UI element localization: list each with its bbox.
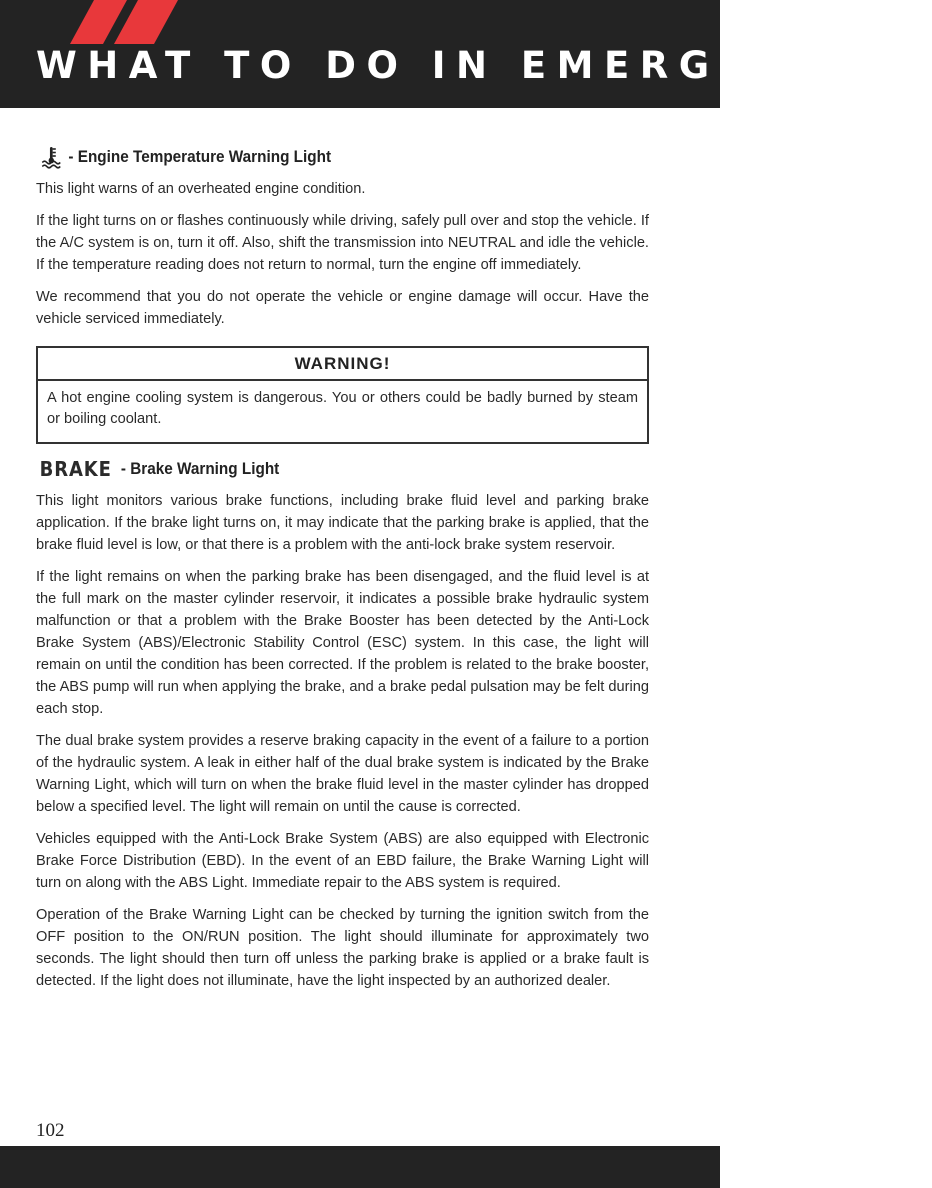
engine-temperature-icon xyxy=(41,146,61,168)
page-content xyxy=(36,140,649,1002)
warning-box xyxy=(36,346,649,444)
brake-paragraph: This light monitors various brake functions, including brake fluid level and parking brake application. If the brake light turns on, it may indicate that the parking brake is applied, that the brake fluid level is low, or that there is a problem with the anti-lock brake system reservoir. xyxy=(36,493,649,553)
brake-icon-text: BRAKE xyxy=(39,457,112,481)
warning-title: WARNING! xyxy=(38,348,647,381)
header-title: WHAT TO DO IN EMERGENCIES xyxy=(36,44,932,87)
page-footer xyxy=(0,1146,720,1188)
brake-paragraph: Vehicles equipped with the Anti-Lock Brake System (ABS) are also equipped with Electronic Brake Force Distribution (EBD). In the event of an EBD failure, the Brake Warning Light will turn on along with the ABS Light. Immediate repair to the ABS system is required. xyxy=(36,831,649,891)
engine-temp-paragraph: This light warns of an overheated engine condition. xyxy=(36,181,366,197)
brake-paragraph: The dual brake system provides a reserve braking capacity in the event of a failure to a portion of the hydraulic system. A leak in either half of the dual brake system is indicated by the Brake Warning Light, which will turn on when the brake fluid level in the master cylinder has dropped below a specified level. The light will remain on until the cause is corrected. xyxy=(36,733,649,815)
brake-paragraph: Operation of the Brake Warning Light can be checked by turning the ignition switch from the OFF position to the ON/RUN position. The light should illuminate for approximately two seconds. The light should then turn off unless the parking brake is applied or a brake fault is detected. If the light does not illuminate, have the light inspected by an authorized dealer. xyxy=(36,907,649,989)
page-header xyxy=(0,0,932,108)
brake-heading xyxy=(36,452,588,486)
brake-paragraph: If the light remains on when the parking brake has been disengaged, and the fluid level is at the full mark on the master cylinder reservoir, it indicates a possible brake hydraulic system malfunction or that a problem with the Brake Booster has been detected by the Anti-Lock Brake System (ABS)/Electronic Stability Control (ESC) system. In this case, the light will remain on until the condition has been corrected. If the problem is related to the brake booster, the ABS pump will run when applying the brake, and a brake pedal pulsation may be felt during each stop. xyxy=(36,569,649,717)
engine-temp-heading xyxy=(36,140,588,174)
engine-temp-heading-text: - Engine Temperature Warning Light xyxy=(68,147,332,166)
header-stripes-decoration xyxy=(0,0,720,44)
brake-heading-text: - Brake Warning Light xyxy=(120,459,280,478)
page-number: 102 xyxy=(36,1120,65,1141)
engine-temp-paragraph: If the light turns on or flashes continuously while driving, safely pull over and stop the vehicle. If the A/C system is on, turn it off. Also, shift the transmission into NEUTRAL and idle the vehicle. If the temperature reading does not return to normal, turn the engine off immediately. xyxy=(36,213,649,273)
warning-text: A hot engine cooling system is dangerous. You or others could be badly burned by steam or boiling coolant. xyxy=(47,390,638,427)
header-stripe-right xyxy=(114,0,178,44)
brake-warning-icon xyxy=(40,457,112,481)
engine-temp-paragraph: We recommend that you do not operate the vehicle or engine damage will occur. Have the vehicle serviced immediately. xyxy=(36,289,649,327)
